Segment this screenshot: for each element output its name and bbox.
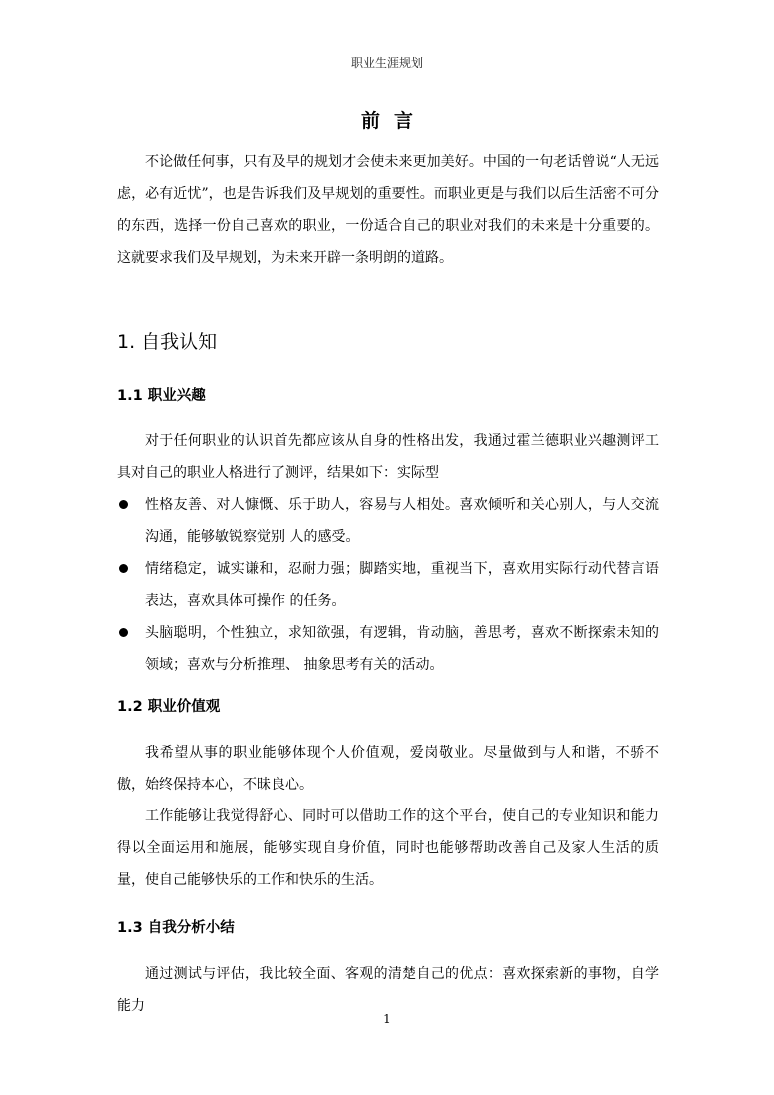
section-1-heading: 1. 自我认知 — [117, 331, 218, 353]
section-1-2-heading: 1.2 职业价值观 — [117, 699, 221, 715]
section-1-2-paragraph-2: 工作能够让我觉得舒心、同时可以借助工作的这个平台，使自己的专业知识和能力得以全面运用和施展，能够实现自身价值，同时也能够帮助改善自己及家人生活的质量，使自己能够快乐的工作和快乐的生活。 — [117, 808, 659, 888]
running-header: 职业生涯规划 — [350, 56, 423, 70]
bullet-dot-icon — [119, 500, 128, 509]
interest-bullet-list — [117, 489, 659, 681]
preface-heading: 前言 — [360, 110, 427, 132]
bullet-text: 头脑聪明，个性独立，求知欲强，有逻辑，肯动脑，善思考，喜欢不断探索未知的领域；喜欢与分析推理、 抽象思考有关的活动。 — [145, 625, 659, 673]
preface-paragraph: 不论做任何事，只有及早的规划才会使未来更加美好。中国的一句老话曾说“人无远虑，必有近忧”，也是告诉我们及早规划的重要性。而职业更是与我们以后生活密不可分的东西，选择一份自己喜欢的职业，一份适合自己的职业对我们的未来是十分重要的。这就要求我们及早规划，为未来开辟一条明朗的道路。 — [117, 154, 659, 266]
bullet-item — [117, 617, 659, 681]
bullet-text: 情绪稳定，诚实谦和，忍耐力强；脚踏实地，重视当下，喜欢用实际行动代替言语表达，喜欢具体可操作 的任务。 — [145, 561, 659, 609]
section-1-2-paragraph-1: 我希望从事的职业能够体现个人价值观，爱岗敬业。尽量做到与人和谐，不骄不傲，始终保持本心，不昧良心。 — [117, 745, 659, 793]
section-1-1-heading: 1.1 职业兴趣 — [117, 388, 206, 404]
page-number: 1 — [383, 1012, 391, 1026]
bullet-dot-icon — [119, 564, 128, 573]
section-1-3-heading: 1.3 自我分析小结 — [117, 920, 235, 936]
bullet-item — [117, 489, 659, 553]
bullet-item — [117, 553, 659, 617]
bullet-text: 性格友善、对人慷慨、乐于助人，容易与人相处。喜欢倾听和关心别人，与人交流沟通，能够敏锐察觉别 人的感受。 — [145, 497, 659, 545]
bullet-dot-icon — [119, 628, 128, 637]
section-1-3-paragraph-1: 通过测试与评估，我比较全面、客观的清楚自己的优点：喜欢探索新的事物，自学能力 — [117, 966, 659, 1014]
section-1-1-intro: 对于任何职业的认识首先都应该从自身的性格出发，我通过霍兰德职业兴趣测评工具对自己的职业人格进行了测评，结果如下：实际型 — [117, 433, 659, 481]
